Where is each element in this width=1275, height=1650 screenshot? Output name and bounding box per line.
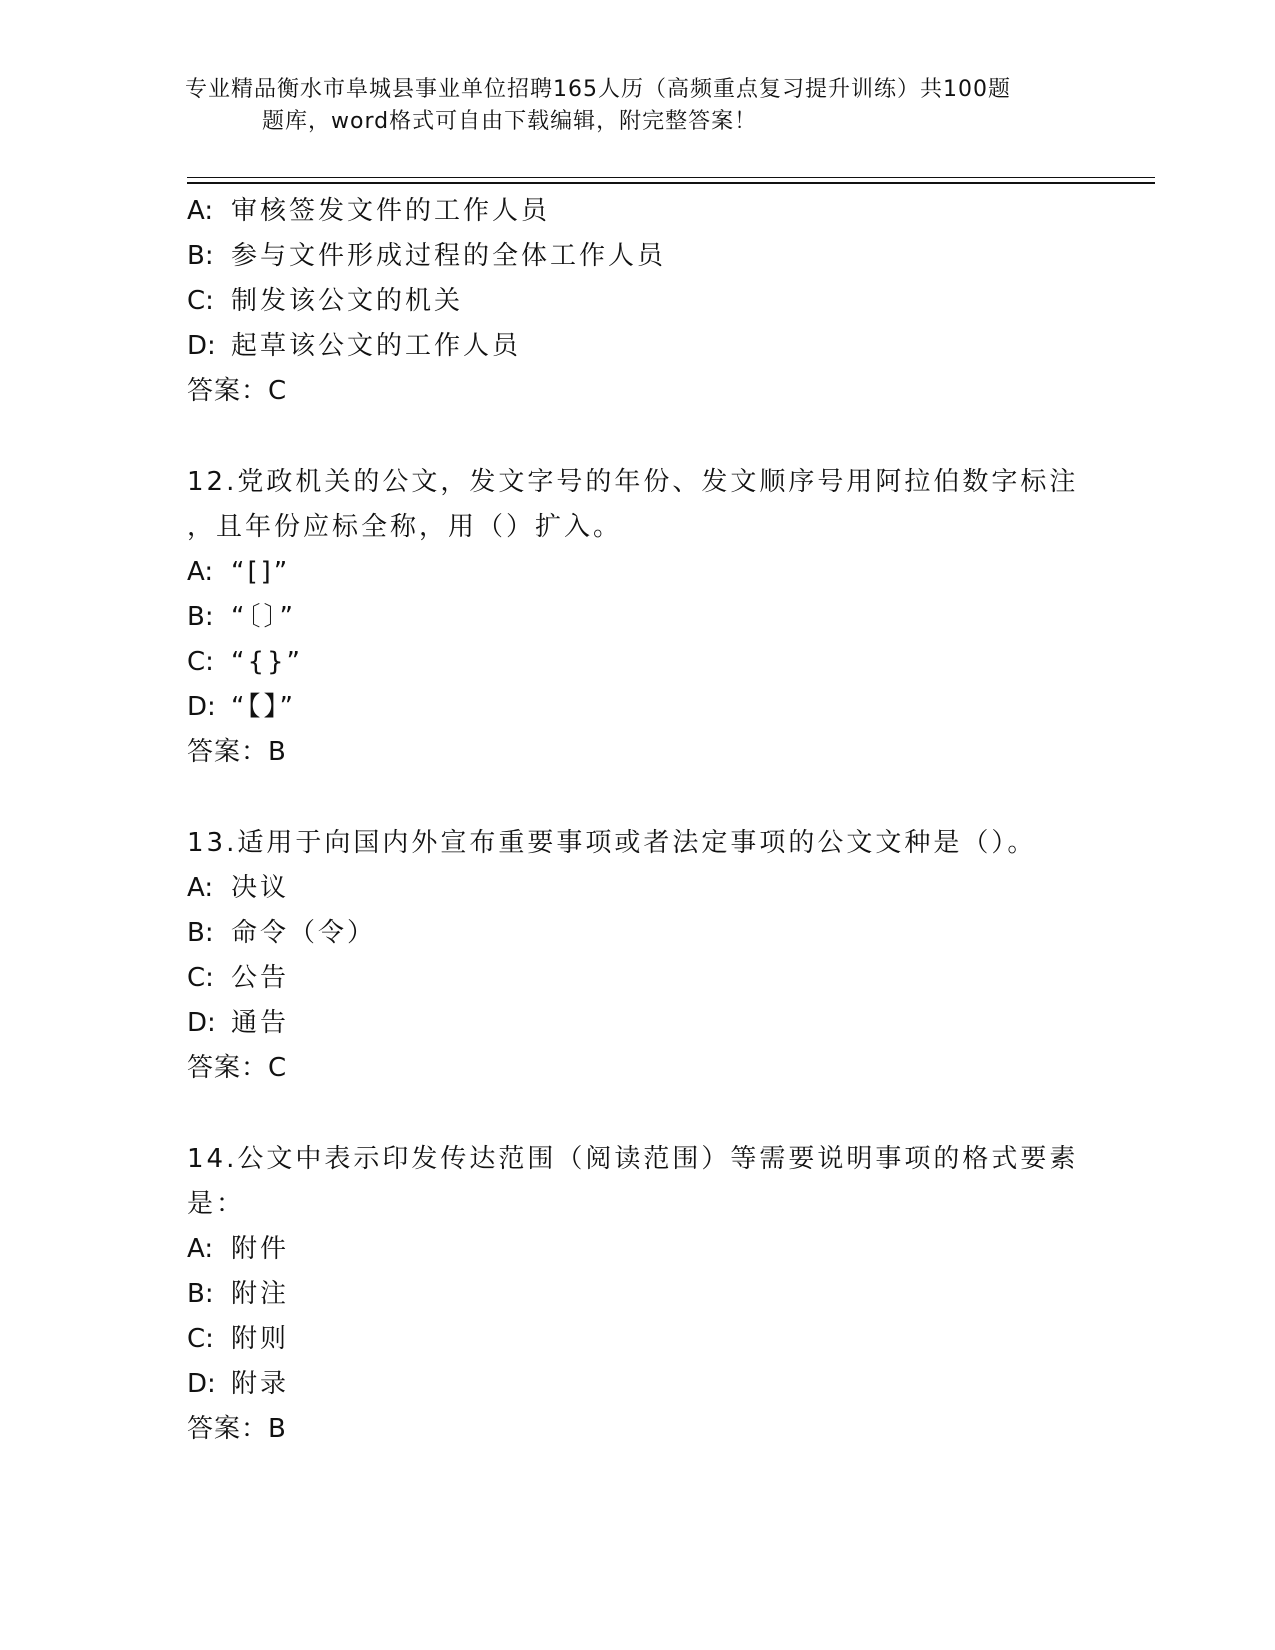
question-block — [187, 189, 1087, 414]
option-key: D: — [187, 692, 216, 722]
option-key: B: — [187, 918, 214, 948]
option-key: B: — [187, 602, 214, 632]
option-text: 附注 — [231, 1279, 290, 1309]
option-text: “〔〕” — [231, 602, 296, 632]
option-b — [187, 595, 1087, 640]
option-key: D: — [187, 1369, 216, 1399]
option-text: 审核签发文件的工作人员 — [231, 196, 551, 226]
option-text: 决议 — [231, 873, 290, 903]
option-d — [187, 1001, 1087, 1046]
option-key: A: — [187, 873, 214, 903]
question-list — [187, 189, 1087, 1452]
option-text: 附则 — [231, 1324, 290, 1354]
option-key: C: — [187, 286, 214, 316]
answer-line: 答案：B — [187, 737, 287, 767]
option-key: B: — [187, 241, 214, 271]
question-stem-line: 12.党政机关的公文，发文字号的年份、发文顺序号用阿拉伯数字标注 — [187, 467, 1079, 497]
option-key: C: — [187, 963, 214, 993]
header-divider-thin — [187, 177, 1155, 178]
question-block — [187, 821, 1087, 1091]
option-key: C: — [187, 1324, 214, 1354]
header-title-line2: 题库，word格式可自由下载编辑，附完整答案！ — [262, 109, 758, 134]
option-text: 附录 — [231, 1369, 290, 1399]
option-text: 起草该公文的工作人员 — [231, 331, 522, 361]
option-text: “[]” — [231, 557, 291, 587]
question-stem-line: 14.公文中表示印发传达范围（阅读范围）等需要说明事项的格式要素 — [187, 1144, 1079, 1174]
option-a — [187, 189, 1087, 234]
question-stem-line: 是： — [187, 1189, 246, 1219]
option-text: 附件 — [231, 1234, 290, 1264]
option-key: C: — [187, 647, 214, 677]
option-c — [187, 640, 1087, 685]
option-a — [187, 866, 1087, 911]
answer-line: 答案：B — [187, 1414, 287, 1444]
option-d — [187, 324, 1087, 369]
option-d — [187, 1362, 1087, 1407]
answer-line: 答案：C — [187, 1053, 288, 1083]
option-a — [187, 1227, 1087, 1272]
option-text: 制发该公文的机关 — [231, 286, 464, 316]
option-b — [187, 234, 1087, 279]
option-text: 通告 — [231, 1008, 290, 1038]
option-a — [187, 550, 1087, 595]
question-stem-line: ，且年份应标全称，用（）扩入。 — [187, 512, 623, 542]
option-c — [187, 279, 1087, 324]
option-c — [187, 1317, 1087, 1362]
option-text: “【】” — [231, 692, 296, 722]
header-title-line1: 专业精品衡水市阜城县事业单位招聘165人历（高频重点复习提升训练）共100题 — [185, 77, 1011, 102]
option-key: A: — [187, 557, 214, 587]
question-block — [187, 460, 1087, 775]
option-c — [187, 956, 1087, 1001]
option-b — [187, 911, 1087, 956]
option-b — [187, 1272, 1087, 1317]
option-key: A: — [187, 1234, 214, 1264]
option-text: 参与文件形成过程的全体工作人员 — [231, 241, 667, 271]
header-divider-thick — [187, 182, 1155, 184]
option-key: D: — [187, 1008, 216, 1038]
question-stem-line: 13.适用于向国内外宣布重要事项或者法定事项的公文文种是（）。 — [187, 828, 1037, 858]
option-d — [187, 685, 1087, 730]
answer-line: 答案：C — [187, 376, 288, 406]
option-key: B: — [187, 1279, 214, 1309]
option-text: “{}” — [231, 647, 304, 677]
option-key: D: — [187, 331, 216, 361]
option-text: 命令（令） — [231, 918, 377, 948]
document-header — [185, 74, 1085, 138]
option-text: 公告 — [231, 963, 290, 993]
option-key: A: — [187, 196, 214, 226]
question-block — [187, 1137, 1087, 1452]
